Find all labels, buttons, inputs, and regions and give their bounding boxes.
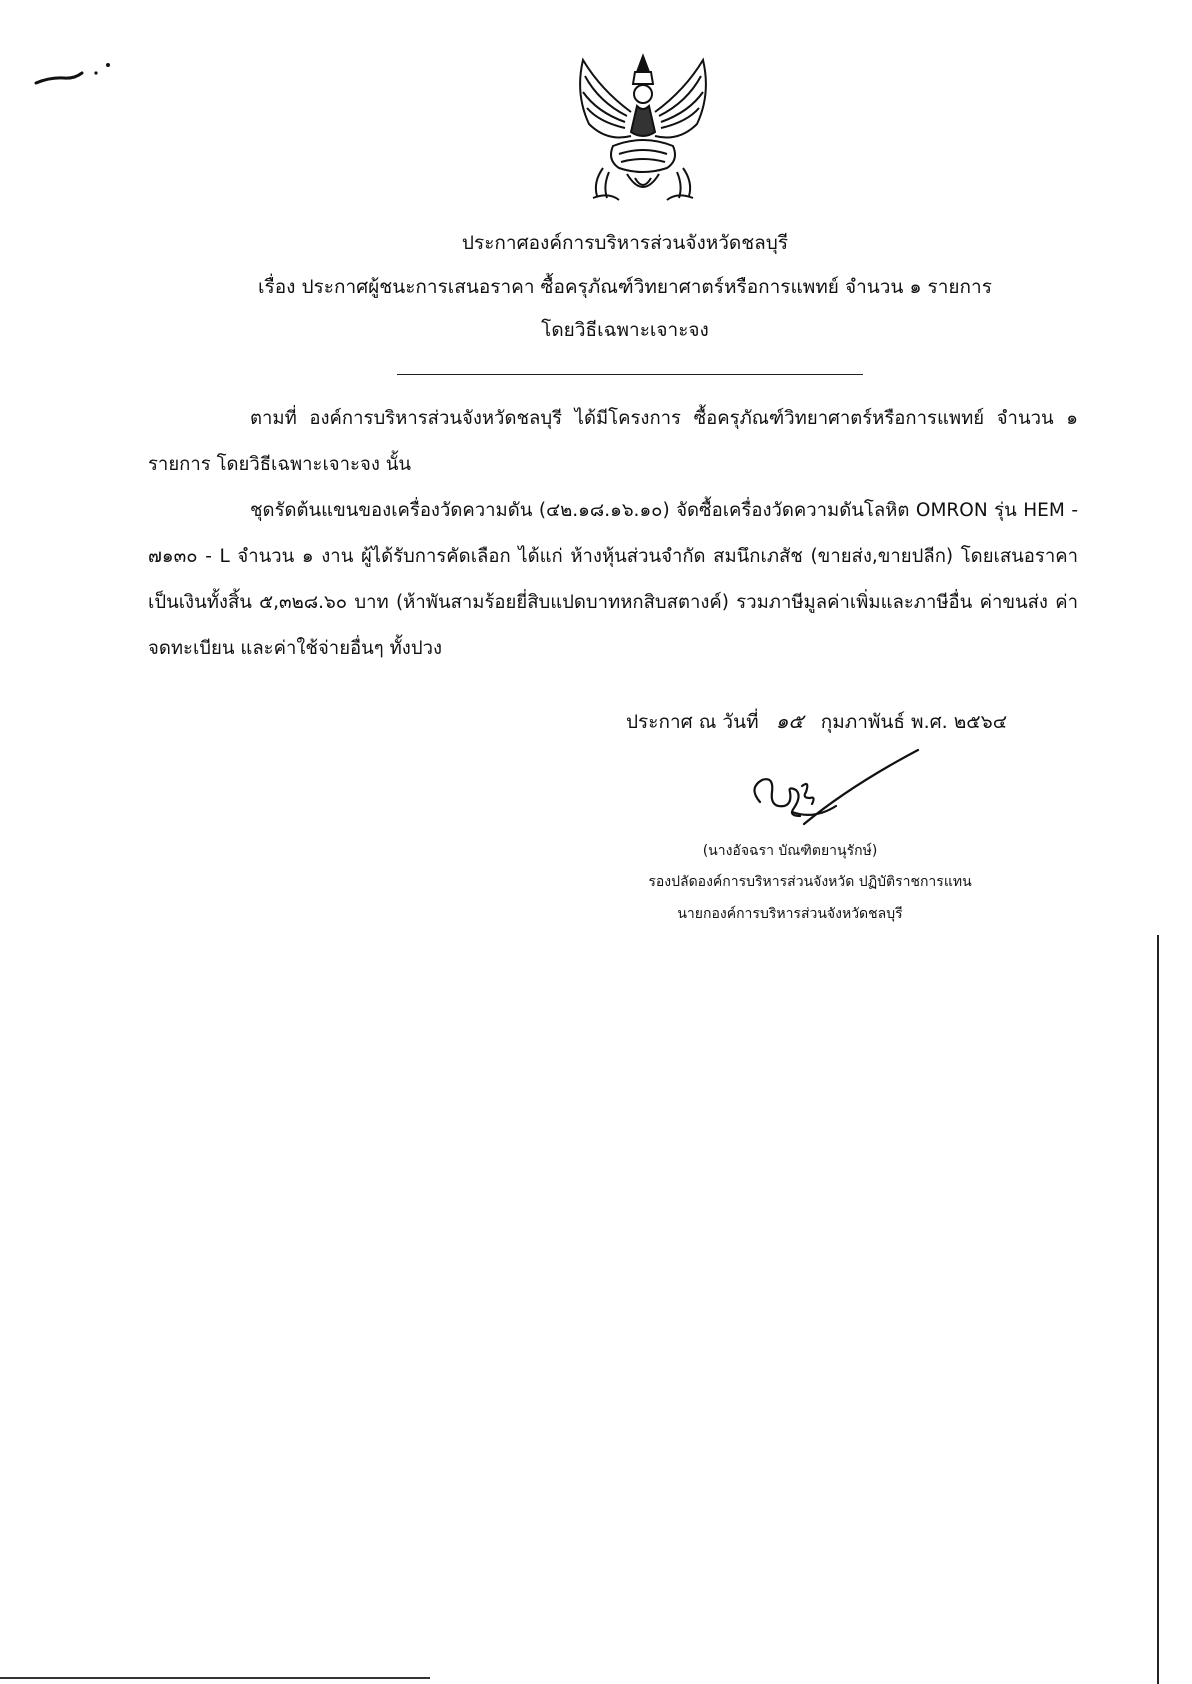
date-day-handwritten: ๑๕: [775, 709, 804, 733]
stray-ink-mark-icon: [30, 55, 120, 95]
announcement-title: ประกาศองค์การบริหารส่วนจังหวัดชลบุรี: [461, 232, 789, 254]
announcement-subject: เรื่อง ประกาศผู้ชนะการเสนอราคา ซื้อครุภัณฑ์วิทยาศาตร์หรือการแพทย์ จำนวน ๑ รายการ: [258, 276, 992, 298]
signatory-position: รองปลัดองค์การบริหารส่วนจังหวัด ปฏิบัติราชการแทน: [648, 874, 972, 890]
body-paragraph-2: ชุดรัดต้นแขนของเครื่องวัดความดัน (๔๒.๑๘.๑๖.๑๐) จัดซื้อเครื่องวัดความดันโลหิต OMRON รุ่น HEM - ๗๑๓๐ - L จำนวน ๑ งาน ผู้ได้รับการคัดเลือก ได้แก่ ห้างหุ้นส่วนจำกัด สมนึกเภสัช (ขายส่ง,ขายปลีก) โดยเสนอราคา เป็นเงินทั้งสิ้น ๕,๓๒๘.๖๐ บาท (ห้าพันสามร้อยยี่สิบแปดบาทหกสิบสตางค์) รวมภาษีมูลค่าเพิ่มและภาษีอื่น ค่าขนส่ง ค่าจดทะเบียน และค่าใช้จ่ายอื่นๆ ทั้งปวง: [148, 500, 1078, 659]
announcement-date: [626, 706, 1007, 737]
signatory-on-behalf: นายกองค์การบริหารส่วนจังหวัดชลบุรี: [677, 906, 903, 922]
date-label: ประกาศ ณ วันที่: [626, 711, 759, 733]
signatory-name: (นางอัจฉรา บัณฑิตยานุรักษ์): [702, 843, 878, 859]
handwritten-signature-icon: [740, 746, 930, 836]
header-divider: [397, 374, 863, 375]
scan-edge-bottom: [0, 1677, 430, 1679]
procurement-method: โดยวิธีเฉพาะเจาะจง: [541, 319, 709, 341]
body-paragraph-1: ตามที่ องค์การบริหารส่วนจังหวัดชลบุรี ได้มีโครงการ ซื้อครุภัณฑ์วิทยาศาตร์หรือการแพทย์ จำนวน ๑ รายการ โดยวิธีเฉพาะเจาะจง นั้น: [148, 408, 1078, 475]
garuda-emblem-icon: [553, 50, 733, 210]
date-month-year: กุมภาพันธ์ พ.ศ. ๒๕๖๔: [820, 711, 1008, 733]
scan-edge-right: [1157, 935, 1159, 1684]
